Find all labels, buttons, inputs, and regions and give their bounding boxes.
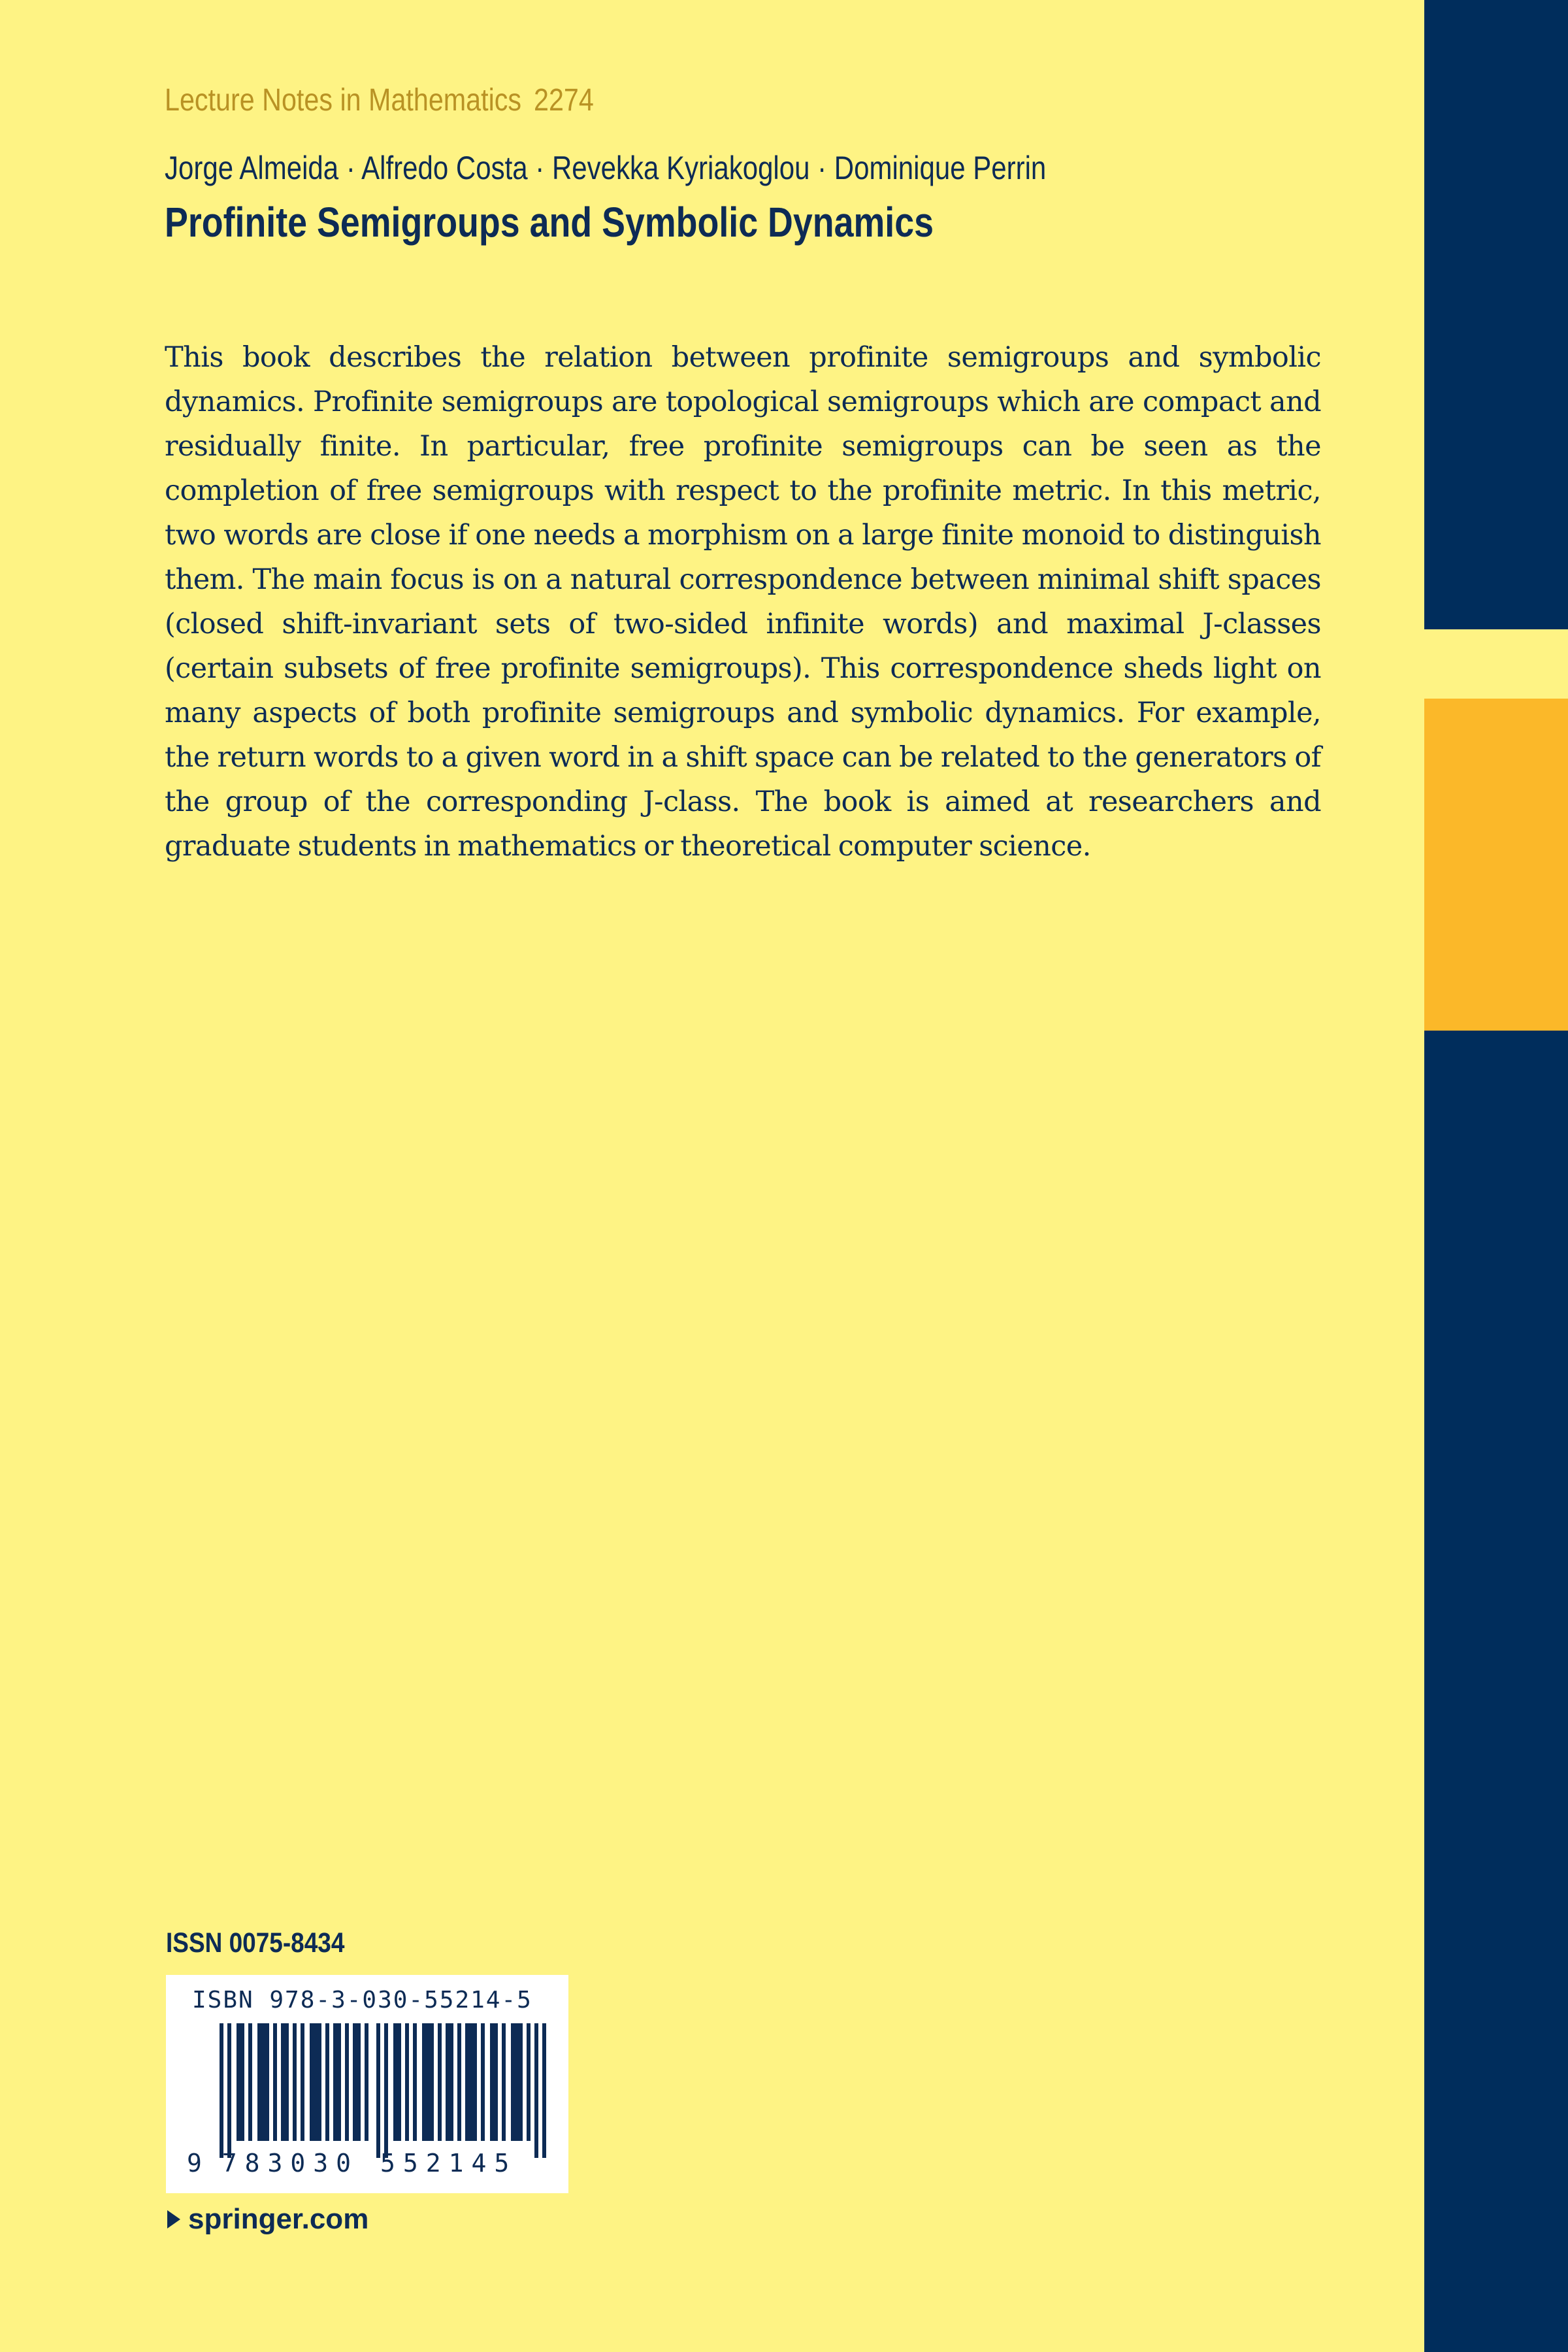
series-line	[165, 82, 594, 118]
series-name: Lecture Notes in Mathematics	[165, 83, 522, 118]
series-number: 2274	[533, 83, 594, 118]
ean-first-digit: 9	[187, 2149, 202, 2178]
ean-right-group: 552145	[380, 2149, 517, 2178]
author-list: Jorge Almeida · Alfredo Costa · Revekka Kyriakoglou · Dominique Perrin	[165, 150, 1047, 186]
ean-digits	[187, 2149, 517, 2178]
ean-left-group: 783030	[221, 2149, 359, 2178]
publisher-link[interactable]	[167, 2203, 368, 2236]
isbn-label: ISBN 978-3-030-55214-5	[192, 1987, 532, 2013]
spine-band	[1424, 0, 1568, 2352]
issn-label: ISSN 0075-8434	[166, 1927, 345, 1959]
barcode-icon	[220, 2023, 546, 2158]
book-description: This book describes the relation between profinite semigroups and symbolic dynamics. Profinite semigroups are topological semigroups which are compact and residually finite. In particular, free profinite semigroups can be seen as the completion of free semigroups with respect to the profinite metric. In this metric, two words are close if one needs a morphism on a large finite monoid to distinguish them. The main focus is on a natural correspondence between minimal shift spaces (closed shift-invariant sets of two-sided infinite words) and maximal J-classes (certain subsets of free profinite semigroups). This correspondence sheds light on many aspects of both profinite semigroups and symbolic dynamics. For example, the return words to a given word in a shift space can be related to the generators of the group of the corresponding J-class. The book is aimed at researchers and graduate students in mathematics or theoretical computer science.	[165, 341, 1321, 863]
publisher-link-text: springer.com	[188, 2203, 369, 2235]
arrow-right-icon	[167, 2210, 180, 2228]
spine-light-stripe	[1424, 629, 1568, 699]
spine-orange-stripe	[1424, 699, 1568, 1031]
book-title: Profinite Semigroups and Symbolic Dynamics	[165, 199, 934, 246]
